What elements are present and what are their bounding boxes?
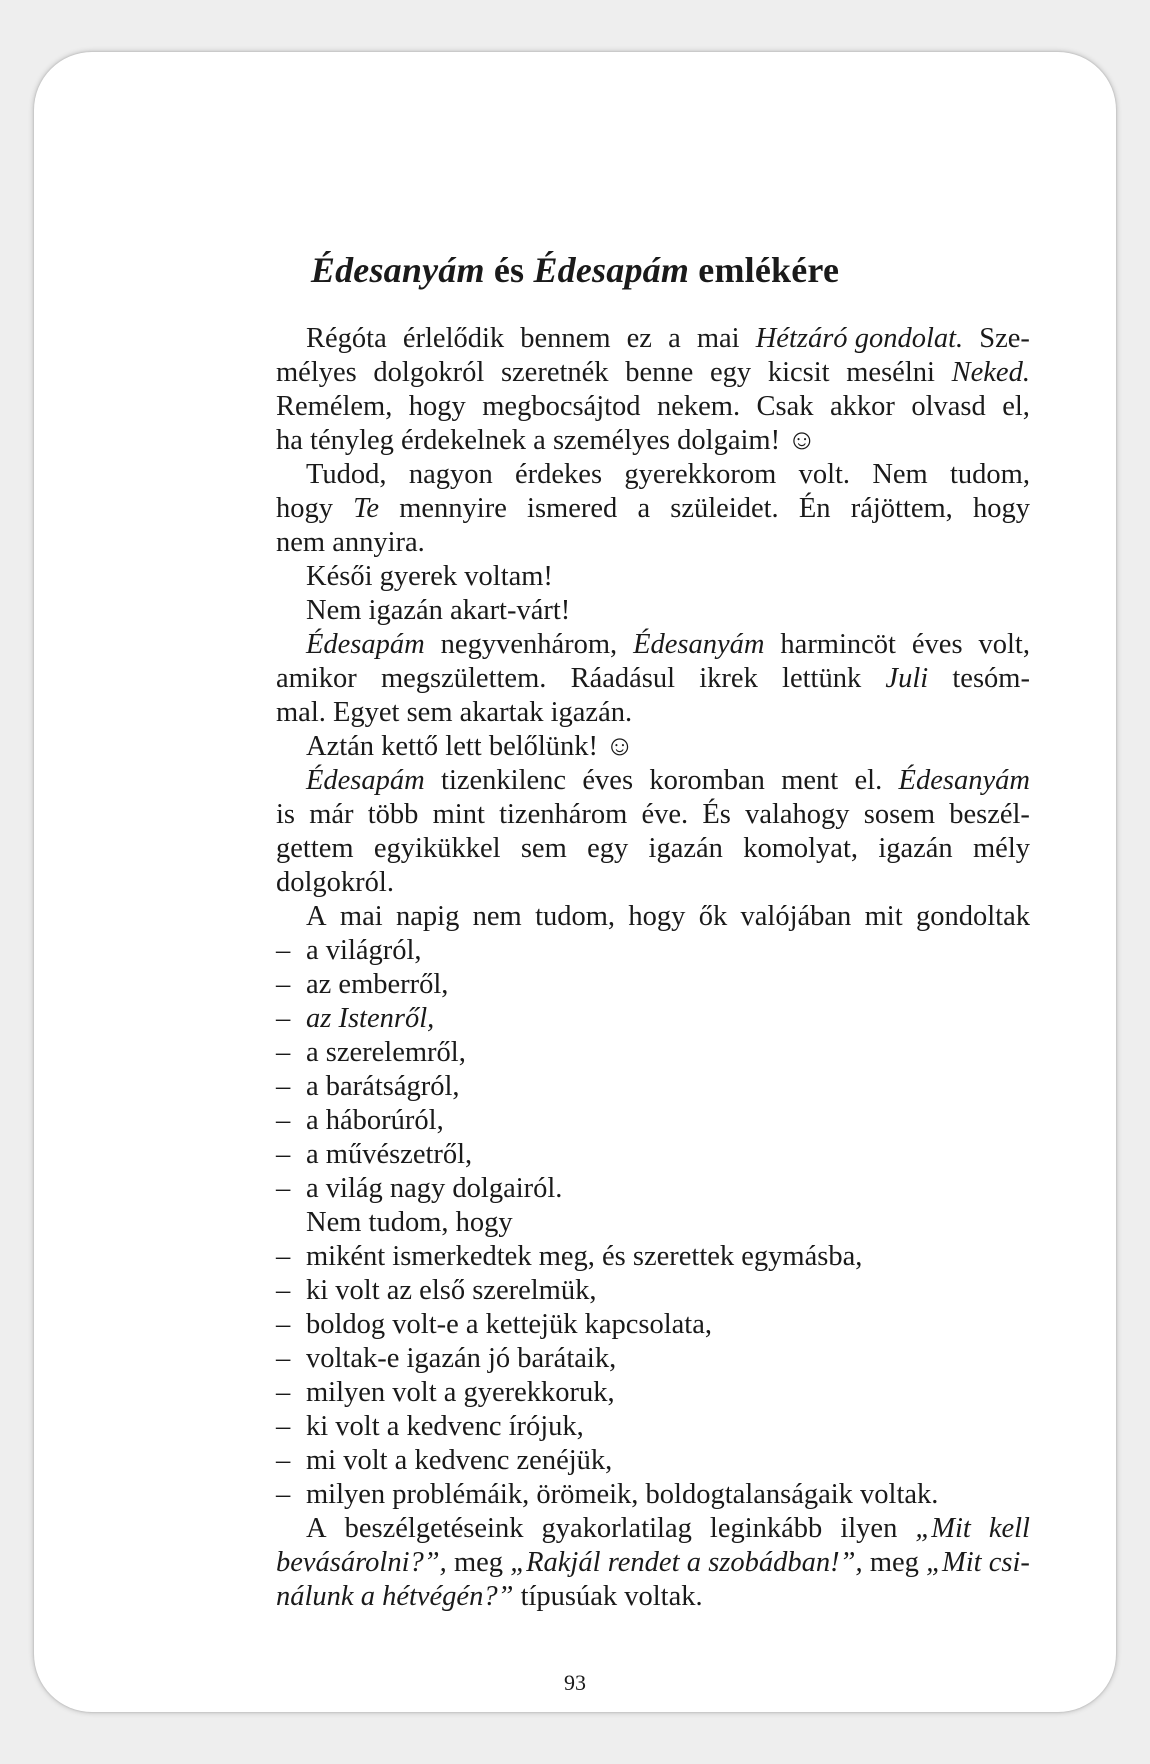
text-line: mal. Egyet sem akartak igazán. — [276, 697, 633, 728]
text-line: Nem igazán akart-várt! — [306, 595, 571, 626]
title-word-edesapam: Édesapám — [533, 250, 690, 290]
text-line: bevásárolni?”, meg „Rakjál rendet a szobádban!”, meg „Mit csi- — [276, 1547, 1030, 1578]
page-title — [34, 248, 1116, 292]
text-line: Aztán kettő lett belőlünk! ☺ — [306, 731, 635, 762]
page-number: 93 — [564, 1670, 586, 1695]
text-line: A mai napig nem tudom, hogy ők valójában mit gondoltak — [306, 901, 1030, 932]
list-item: – a világról, — [276, 935, 422, 966]
list-item: – milyen volt a gyerekkoruk, — [276, 1377, 615, 1408]
list-item: – mi volt a kedvenc zenéjük, — [276, 1445, 613, 1476]
list-item: – voltak-e igazán jó barátaik, — [276, 1343, 617, 1374]
title-word-emlekere: emlékére — [689, 250, 840, 290]
list-item: – miként ismerkedtek meg, és szerettek egymásba, — [276, 1241, 863, 1272]
list-item: – boldog volt-e a kettejük kapcsolata, — [276, 1309, 712, 1340]
list-item: – a szerelemről, — [276, 1037, 466, 1068]
list-item: – a barátságról, — [276, 1071, 460, 1102]
title-word-edesanyam: Édesanyám — [310, 250, 485, 290]
list-item: – a világ nagy dolgairól. — [276, 1173, 563, 1204]
text-line: Késői gyerek voltam! — [306, 561, 553, 592]
book-page — [34, 52, 1116, 1712]
text-line: nálunk a hétvégén?” típusúak voltak. — [276, 1581, 703, 1612]
text-line: ha tényleg érdekelnek a személyes dolgaim! ☺ — [276, 425, 817, 456]
text-line: Régóta érlelődik bennem ez a mai Hétzáró gondolat. Sze- — [306, 323, 1030, 354]
text-line: hogy Te mennyire ismered a szüleidet. Én rájöttem, hogy — [276, 493, 1030, 524]
list-item: – a háborúról, — [276, 1105, 444, 1136]
text-line: Édesapám negyvenhárom, Édesanyám harmincöt éves volt, — [306, 629, 1030, 660]
text-line: is már több mint tizenhárom éve. És valahogy sosem beszél- — [276, 799, 1030, 830]
text-line: mélyes dolgokról szeretnék benne egy kicsit mesélni Neked. — [276, 357, 1030, 388]
text-line: gettem egyikükkel sem egy igazán komolyat, igazán mély — [276, 833, 1030, 864]
list-item: – az Istenről, — [276, 1003, 435, 1034]
text-line: Remélem, hogy megbocsájtod nekem. Csak akkor olvasd el, — [276, 391, 1030, 422]
list-item: – a művészetről, — [276, 1139, 473, 1170]
text-line: Nem tudom, hogy — [306, 1207, 513, 1238]
text-line: amikor megszülettem. Ráadásul ikrek lettünk Juli tesóm- — [276, 663, 1030, 694]
body-text — [276, 322, 1030, 1614]
list-item: – ki volt a kedvenc írójuk, — [276, 1411, 584, 1442]
list-item: – ki volt az első szerelmük, — [276, 1275, 597, 1306]
text-line: nem annyira. — [276, 527, 425, 558]
text-line: Tudod, nagyon érdekes gyerekkorom volt. Nem tudom, — [306, 459, 1030, 490]
text-line: Édesapám tizenkilenc éves koromban ment el. Édesanyám — [306, 765, 1030, 796]
text-line: dolgokról. — [276, 867, 394, 898]
list-item: – milyen problémáik, örömeik, boldogtalanságaik voltak. — [276, 1479, 939, 1510]
title-word-es: és — [484, 250, 534, 290]
list-item: – az emberről, — [276, 969, 449, 1000]
text-line: A beszélgetéseink gyakorlatilag leginkább ilyen „Mit kell — [306, 1513, 1030, 1544]
